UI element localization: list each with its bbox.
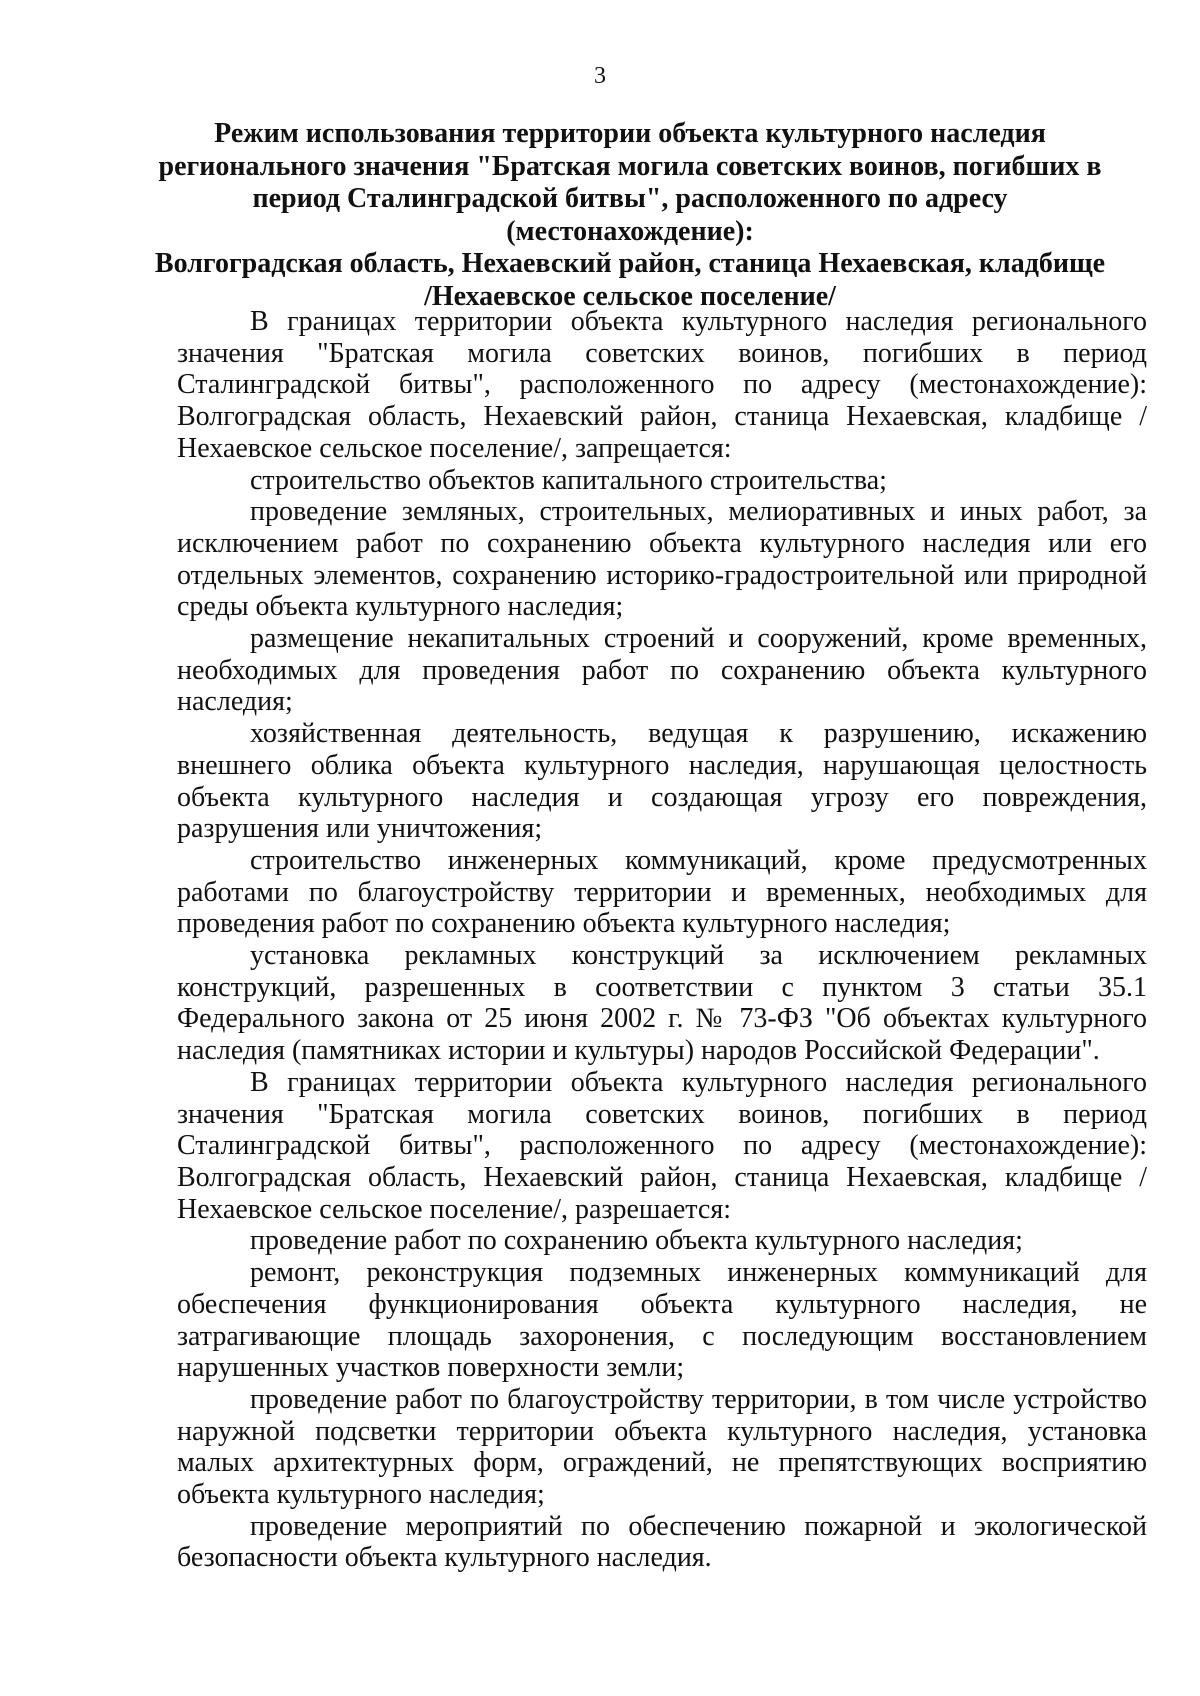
title-line: период Сталинградской битвы", расположенного по адресу (местонахождение): xyxy=(252,183,1008,247)
paragraph: проведение земляных, строительных, мелиоративных и иных работ, за исключением работ по сохранению объекта культурного наследия или его отдельных элементов, сохранению историко-градостроительной или природной среды объекта культурного наследия; xyxy=(177,496,1147,623)
paragraph: проведение работ по сохранению объекта культурного наследия; xyxy=(250,1225,1023,1257)
title-line: /Нехаевское сельское поселение/ xyxy=(424,280,836,312)
title-line: Волгоградская область, Нехаевский район, станица Нехаевская, кладбище xyxy=(154,248,1106,279)
paragraph-permitted-intro: В границах территории объекта культурного наследия регионального значения "Братская могила советских воинов, погибших в период Сталинградской битвы", расположенного по адресу (местонахождение): Волгоградская область, Нехаевский район, станица Нехаевская, кладбище /Нехаевское сельское поселение/, разрешается: xyxy=(177,1066,1147,1225)
paragraph: размещение некапитальных строений и сооружений, кроме временных, необходимых для проведения работ по сохранению объекта культурного наследия; xyxy=(177,623,1147,718)
paragraph: проведение работ по благоустройству территории, в том числе устройство наружной подсветки территории объекта культурного наследия, установка малых архитектурных форм, ограждений, не препятствующих восприятию объекта культурного наследия; xyxy=(177,1383,1147,1511)
paragraph: ремонт, реконструкция подземных инженерных коммуникаций для обеспечения функционирования объекта культурного наследия, не затрагивающие площадь захоронения, с последующим восстановлением нарушенных участков поверхности земли; xyxy=(177,1257,1147,1384)
page-number: 3 xyxy=(594,63,606,89)
document-body xyxy=(177,306,1147,1574)
paragraph: проведение мероприятий по обеспечению пожарной и экологической безопасности объекта культурного наследия. xyxy=(177,1510,1147,1574)
document-title xyxy=(150,118,1110,313)
paragraph: хозяйственная деятельность, ведущая к разрушению, искажению внешнего облика объекта культурного наследия, нарушающая целостность объекта культурного наследия и создающая угрозу его повреждения, разрушения или уничтожения; xyxy=(177,718,1147,845)
title-line: регионального значения "Братская могила советских воинов, погибших в xyxy=(158,150,1102,182)
paragraph-prohibited-intro: В границах территории объекта культурного наследия регионального значения "Братская могила советских воинов, погибших в период Сталинградской битвы", расположенного по адресу (местонахождение): Волгоградская область, Нехаевский район, станица Нехаевская, кладбище /Нехаевское сельское поселение/, запрещается: xyxy=(177,306,1147,464)
paragraph: строительство объектов капитального строительства; xyxy=(250,464,887,496)
paragraph: установка рекламных конструкций за исключением рекламных конструкций, разрешенных в соответствии с пунктом 3 статьи 35.1 Федерального закона от 25 июня 2002 г. № 73-ФЗ "Об объектах культурного наследия (памятниках истории и культуры) народов Российской Федерации". xyxy=(177,940,1147,1067)
paragraph: строительство инженерных коммуникаций, кроме предусмотренных работами по благоустройству территории и временных, необходимых для проведения работ по сохранению объекта культурного наследия; xyxy=(177,844,1147,940)
title-line: Режим использования территории объекта культурного наследия xyxy=(214,118,1046,149)
